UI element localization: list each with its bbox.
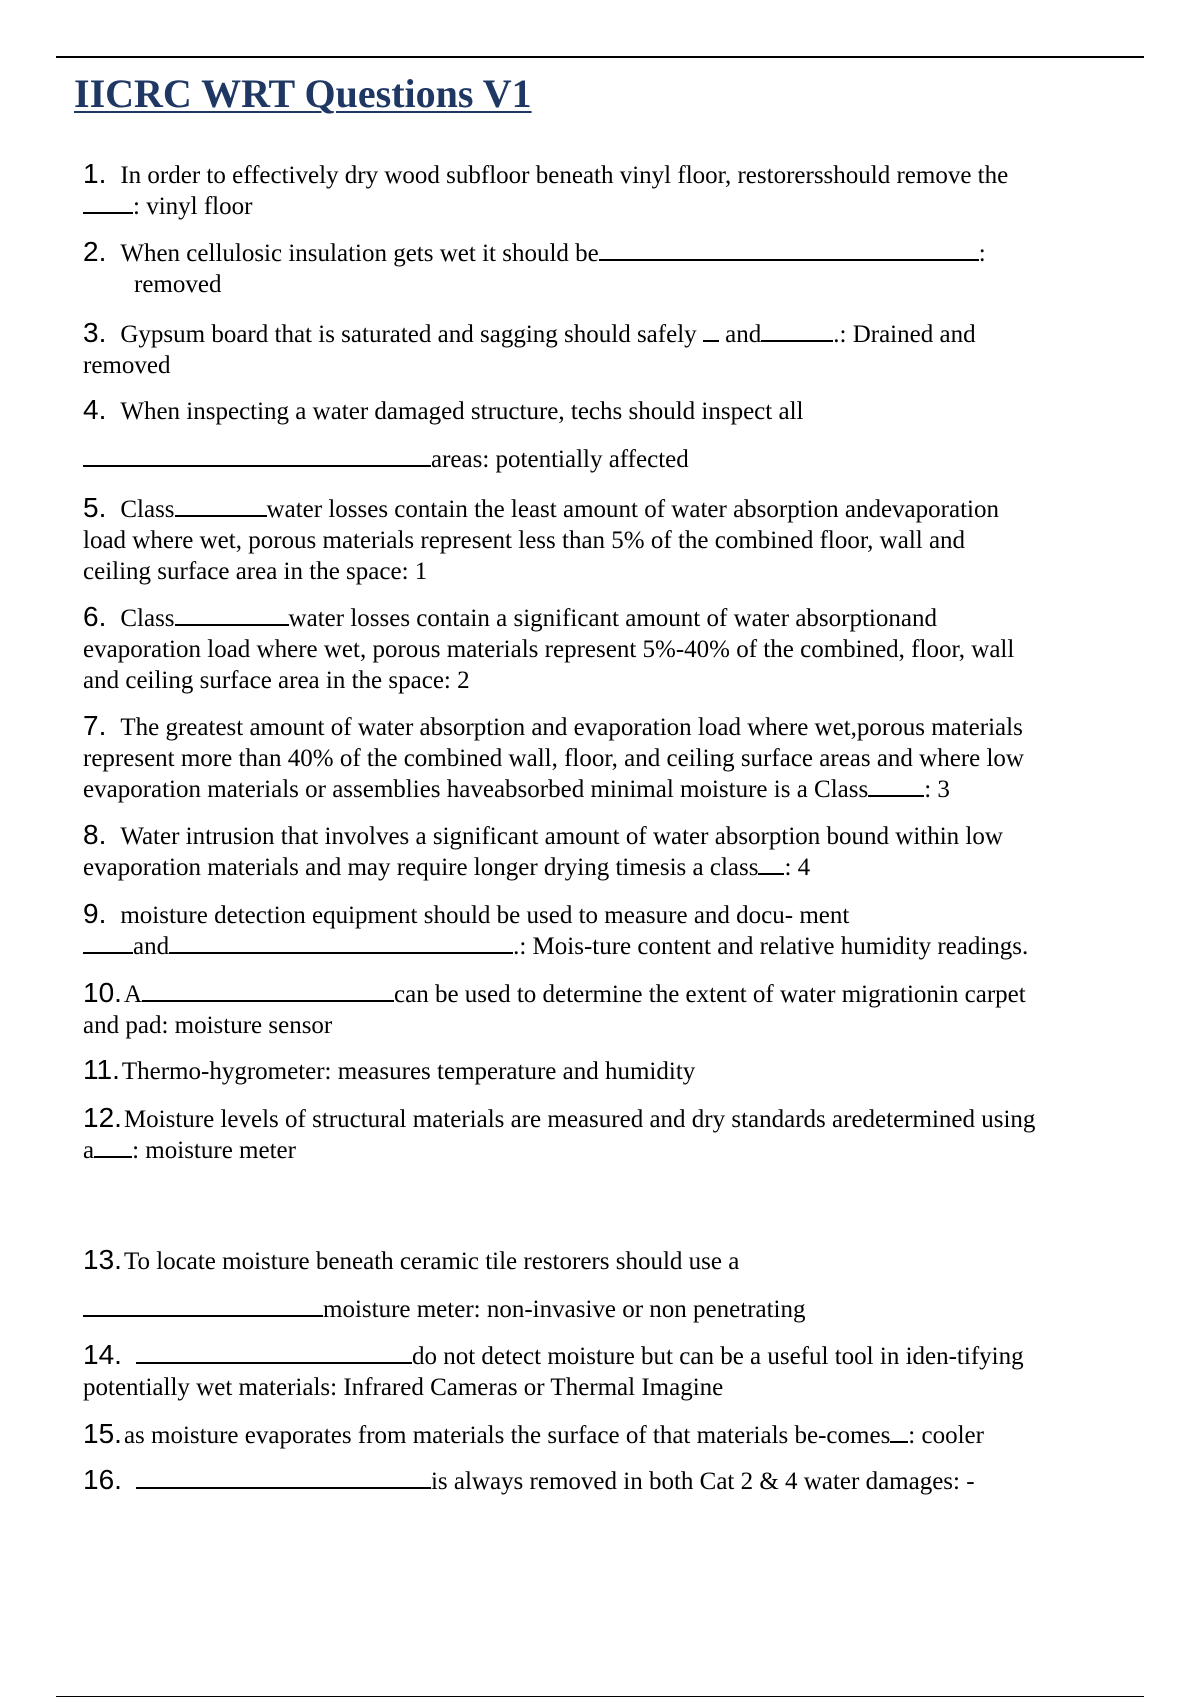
answer-blank bbox=[83, 212, 133, 214]
question-16 bbox=[83, 1464, 1145, 1497]
question-5 bbox=[83, 492, 1145, 587]
question-1 bbox=[83, 158, 1145, 222]
answer-blank bbox=[703, 340, 719, 342]
question-text: To locate moisture beneath ceramic tile restorers should use a bbox=[123, 1248, 740, 1275]
question-text: Thermo-hygrometer: measures temperature and humidity bbox=[121, 1058, 696, 1085]
question-15 bbox=[83, 1418, 1145, 1451]
question-text: The greatest amount of water absorption and evaporation load where wet,porous materials bbox=[120, 714, 1023, 741]
question-number: 8. bbox=[83, 819, 107, 850]
question-8 bbox=[83, 819, 1145, 883]
question-number: 6. bbox=[83, 601, 107, 632]
question-text-cont: water losses contain the least amount of water absorption andevaporation bbox=[266, 496, 999, 523]
question-text-and: and bbox=[725, 321, 762, 348]
question-number: 13. bbox=[83, 1244, 122, 1275]
question-text: When cellulosic insulation gets wet it should be bbox=[120, 240, 599, 267]
question-number: 9. bbox=[83, 898, 107, 929]
answer-blank bbox=[175, 515, 267, 517]
question-text: as moisture evaporates from materials the surface of that materials be-comes bbox=[123, 1422, 891, 1449]
answer-text: : cooler bbox=[908, 1422, 984, 1449]
answer-blank bbox=[868, 795, 924, 797]
question-number: 16. bbox=[83, 1464, 122, 1495]
answer-text: and ceiling surface area in the space: 2 bbox=[83, 667, 470, 694]
answer-text: : 3 bbox=[924, 776, 950, 803]
answer-blank bbox=[83, 1315, 323, 1317]
question-text: do not detect moisture but can be a useful tool in iden-tifying bbox=[411, 1343, 1024, 1370]
answer-blank bbox=[890, 1441, 908, 1443]
answer-blank bbox=[175, 624, 289, 626]
answer-text: and pad: moisture sensor bbox=[83, 1012, 333, 1039]
answer-text-cont: removed bbox=[83, 352, 171, 379]
question-text: Class bbox=[120, 496, 175, 523]
question-text-cont: water losses contain a significant amount of water absorptionand bbox=[288, 605, 937, 632]
question-text-line3: evaporation materials or assemblies haveabsorbed minimal moisture is a Class bbox=[83, 776, 869, 803]
question-11 bbox=[83, 1054, 1145, 1087]
answer-blank bbox=[758, 873, 784, 875]
question-number: 11. bbox=[83, 1054, 120, 1085]
answer-blank bbox=[136, 1487, 431, 1489]
question-number: 5. bbox=[83, 492, 107, 523]
question-text: A bbox=[123, 981, 142, 1008]
answer-blank bbox=[761, 340, 833, 342]
question-text-cont: can be used to determine the extent of water migrationin carpet bbox=[394, 981, 1026, 1008]
question-2 bbox=[83, 236, 1145, 300]
bottom-rule bbox=[56, 1696, 1144, 1697]
question-text: When inspecting a water damaged structure, techs should inspect all bbox=[120, 398, 804, 425]
question-3 bbox=[83, 317, 1145, 381]
question-text: In order to effectively dry wood subfloor beneath vinyl floor, restorersshould remove the bbox=[120, 162, 1009, 189]
answer-text: moisture meter: non-invasive or non penetrating bbox=[323, 1296, 806, 1323]
answer-text: : moisture meter bbox=[132, 1137, 296, 1164]
answer-text: : vinyl floor bbox=[133, 193, 253, 220]
question-text-line2: evaporation load where wet, porous materials represent 5%-40% of the combined, floor, wall bbox=[83, 636, 1015, 663]
question-text: moisture detection equipment should be used to measure and docu- ment bbox=[120, 902, 850, 929]
answer-blank bbox=[142, 1000, 394, 1002]
answer-text: areas: potentially affected bbox=[431, 446, 689, 473]
question-7 bbox=[83, 710, 1145, 805]
question-12 bbox=[83, 1102, 1145, 1166]
question-number: 12. bbox=[83, 1102, 122, 1133]
question-number: 14. bbox=[83, 1339, 122, 1370]
question-text: Gypsum board that is saturated and sagging should safely bbox=[120, 321, 697, 348]
question-number: 15. bbox=[83, 1418, 122, 1449]
answer-blank bbox=[94, 1156, 132, 1158]
top-rule bbox=[56, 56, 1144, 58]
answer-blank bbox=[136, 1362, 412, 1364]
question-number: 10. bbox=[83, 977, 122, 1008]
question-14 bbox=[83, 1339, 1145, 1403]
question-number: 7. bbox=[83, 710, 107, 741]
question-number: 3. bbox=[83, 317, 107, 348]
question-6 bbox=[83, 601, 1145, 696]
question-text: is always removed in both Cat 2 & 4 water damages: - bbox=[430, 1468, 975, 1495]
question-text-and: and bbox=[133, 933, 170, 960]
question-text-line2: represent more than 40% of the combined wall, floor, and ceiling surface areas and where low bbox=[83, 745, 1024, 772]
answer-text: removed bbox=[134, 271, 222, 298]
question-text-line2: load where wet, porous materials represent less than 5% of the combined floor, wall and bbox=[83, 527, 966, 554]
question-text-colon: : bbox=[978, 240, 986, 267]
question-4 bbox=[83, 394, 1145, 475]
answer-blank bbox=[83, 465, 431, 467]
question-number: 4. bbox=[83, 394, 107, 425]
answer-text: : 4 bbox=[784, 854, 811, 881]
question-13 bbox=[83, 1244, 1145, 1325]
question-text-a: a bbox=[83, 1137, 95, 1164]
question-number: 1. bbox=[83, 158, 107, 189]
document-title: IICRC WRT Questions V1 bbox=[74, 71, 532, 116]
answer-blank bbox=[169, 952, 513, 954]
answer-blank bbox=[83, 952, 133, 954]
answer-blank bbox=[599, 259, 979, 261]
question-number: 2. bbox=[83, 236, 107, 267]
answer-text: .: Drained and bbox=[833, 321, 976, 348]
question-10 bbox=[83, 977, 1145, 1041]
question-text: Class bbox=[120, 605, 175, 632]
question-text: Moisture levels of structural materials are measured and dry standards aredetermined using bbox=[123, 1106, 1036, 1133]
question-text: Water intrusion that involves a significant amount of water absorption bound within low bbox=[120, 823, 1003, 850]
question-text-line2: evaporation materials and may require longer drying timesis a class bbox=[83, 854, 759, 881]
answer-text: potentially wet materials: Infrared Cameras or Thermal Imagine bbox=[83, 1374, 724, 1401]
answer-text: ceiling surface area in the space: 1 bbox=[83, 558, 428, 585]
question-9 bbox=[83, 898, 1145, 962]
answer-text: .: Mois-ture content and relative humidity readings. bbox=[513, 933, 1029, 960]
